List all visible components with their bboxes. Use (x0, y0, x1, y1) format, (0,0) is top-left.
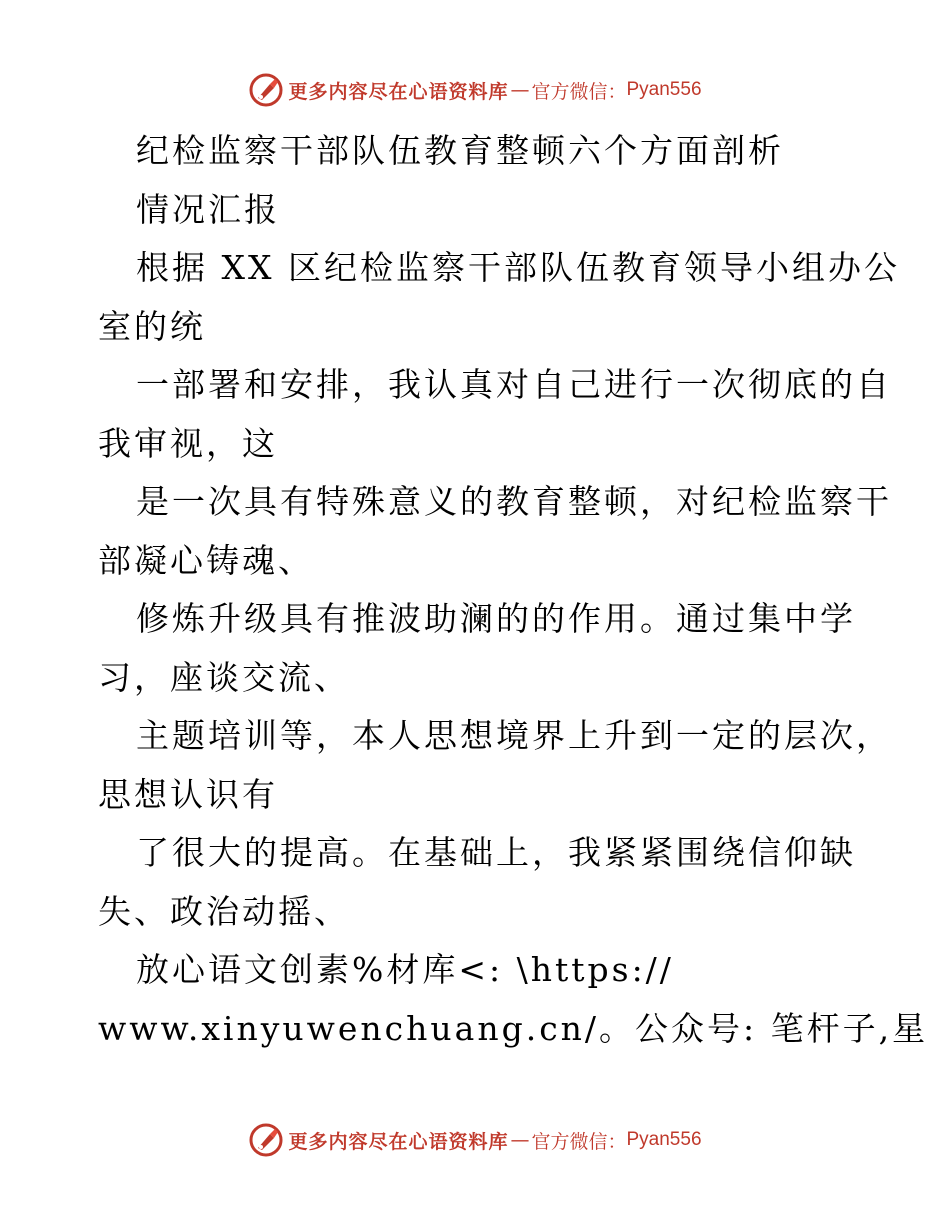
header-wechat-label: 官方微信： (531, 80, 627, 103)
document-body (98, 122, 929, 1058)
paragraph-line: 失、政治动摇、 (98, 891, 350, 931)
pen-nib-logo-icon (248, 72, 284, 108)
paragraph-line: 是一次具有特殊意义的教育整顿，对纪检监察干 (136, 482, 892, 521)
paragraph-line: 主题培训等，本人思想境界上升到一定的层次， (136, 716, 892, 755)
footer-separator: — (510, 1129, 530, 1151)
header-site-name: 更多内容尽在心语资料库 (288, 80, 509, 103)
footer-wechat-id: Pyan556 (626, 1129, 702, 1150)
document-title-line-2: 情况汇报 (136, 189, 280, 229)
footer-wechat-label: 官方微信： (531, 1130, 627, 1153)
source-url-line: www.xinyuwenchuang.cn/。公众号: 笔杆子,星 (98, 1008, 929, 1048)
paragraph-line: 部凝心铸魂、 (98, 540, 314, 580)
paragraph-line: 习，座谈交流、 (98, 657, 350, 697)
header-wechat-id: Pyan556 (626, 79, 702, 100)
paragraph-line: 思想认识有 (98, 774, 278, 814)
pen-nib-logo-icon (248, 1122, 284, 1158)
paragraph-line: 根据 XX 区纪检监察干部队伍教育领导小组办公 (136, 248, 900, 287)
footer-site-name: 更多内容尽在心语资料库 (288, 1130, 509, 1153)
footer-watermark (0, 1120, 950, 1160)
paragraph-line: 室的统 (98, 306, 206, 346)
paragraph-line: 我审视，这 (98, 423, 278, 463)
header-separator: — (510, 79, 530, 101)
header-watermark (0, 70, 950, 110)
document-title-line-1: 纪检监察干部队伍教育整顿六个方面剖析 (136, 131, 784, 170)
paragraph-line: 了很大的提高。在基础上，我紧紧围绕信仰缺 (136, 833, 856, 872)
paragraph-line: 修炼升级具有推波助澜的的作用。通过集中学 (136, 599, 856, 638)
paragraph-line: 一部署和安排，我认真对自己进行一次彻底的自 (136, 365, 892, 404)
source-line: 放心语文创素%材库<: \https:// (136, 950, 674, 989)
